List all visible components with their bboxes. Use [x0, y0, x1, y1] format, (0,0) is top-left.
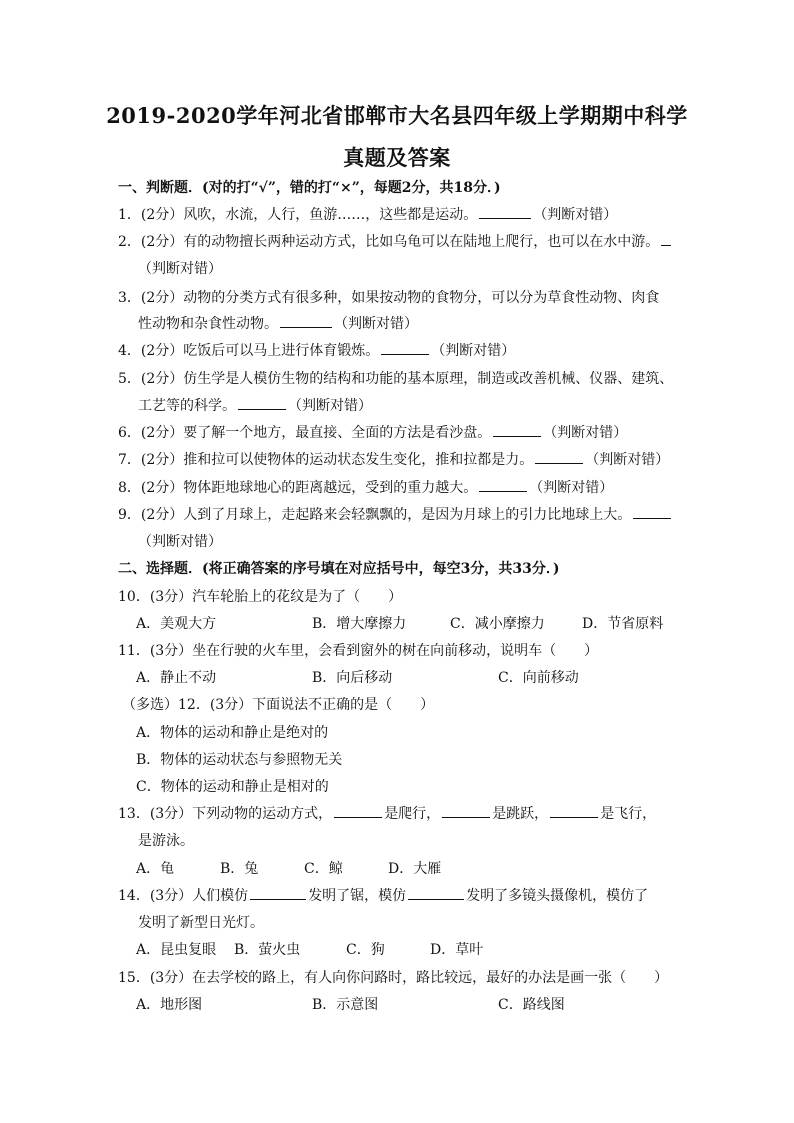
- question-14-options: [136, 940, 483, 960]
- question-11: 11．(3分）坐在行驶的火车里，会看到窗外的树在向前移动，说明车（ ）: [118, 643, 599, 659]
- q2-text: 2．(2分）有的动物擅长两种运动方式，比如乌龟可以在陆地上爬行，也可以在水中游。: [118, 234, 660, 250]
- question-14-cont: 发明了新型日光灯。: [138, 915, 264, 931]
- q14-part1: 14．(3分）人们模仿: [118, 888, 249, 904]
- q13-blank-1[interactable]: [334, 804, 382, 818]
- q15-option-a[interactable]: A．地形图: [136, 997, 203, 1013]
- q15-option-b[interactable]: B．示意图: [312, 997, 379, 1013]
- q14-option-c[interactable]: C．狗: [346, 942, 385, 958]
- q13-part3: 是跳跃，: [492, 806, 549, 822]
- q12-option-b[interactable]: B．物体的运动状态与参照物无关: [136, 752, 343, 768]
- q1-tail: （判断对错）: [533, 207, 618, 223]
- q1-text: 1．(2分）风吹，水流，人行，鱼游……，这些都是运动。: [118, 207, 478, 223]
- question-4: [118, 341, 515, 361]
- q13-option-b[interactable]: B．兔: [220, 861, 259, 877]
- question-2: [118, 232, 673, 252]
- question-12: （多选）12．(3分）下面说法不正确的是（ ）: [122, 697, 435, 713]
- question-5-cont: [138, 396, 372, 416]
- q1-blank[interactable]: [479, 205, 531, 219]
- q13-part4: 是飞行，: [600, 806, 657, 822]
- q8-tail: （判断对错）: [529, 480, 614, 496]
- q6-tail: （判断对错）: [543, 425, 628, 441]
- q5-cont: 工艺等的科学。: [138, 398, 236, 414]
- q14-part3: 发明了多镜头摄像机，模仿了: [466, 888, 649, 904]
- question-11-options: [136, 668, 579, 688]
- section1-heading: 一、判断题．(对的打“√”，错的打“×”，每题2分，共18分．): [118, 180, 501, 196]
- question-15-options: [136, 995, 565, 1015]
- question-1: [118, 205, 617, 225]
- question-10: 10．(3分）汽车轮胎上的花纹是为了（ ）: [118, 589, 403, 605]
- q4-text: 4．(2分）吃饭后可以马上进行体育锻炼。: [118, 343, 380, 359]
- q6-blank[interactable]: [493, 423, 541, 437]
- q13-option-d[interactable]: D．大雁: [388, 861, 442, 877]
- q14-blank-2[interactable]: [408, 886, 464, 900]
- q13-blank-3[interactable]: [550, 804, 598, 818]
- question-5: 5．(2分）仿生学是人模仿生物的结构和功能的基本原理，制造或改善机械、仪器、建筑、: [118, 371, 674, 387]
- question-2-cont: [138, 259, 222, 279]
- q11-option-a[interactable]: A．静止不动: [136, 670, 217, 686]
- q14-part2: 发明了锯，模仿: [308, 888, 407, 904]
- q13-part1: 13．(3分）下列动物的运动方式，: [118, 806, 333, 822]
- q9-blank[interactable]: [633, 505, 671, 519]
- q8-blank[interactable]: [479, 478, 527, 492]
- question-9-cont: [138, 532, 222, 552]
- question-14: [118, 886, 648, 906]
- q11-option-b[interactable]: B．向后移动: [312, 670, 393, 686]
- question-13-options: [136, 859, 441, 879]
- question-10-options: [136, 614, 663, 634]
- q10-option-b[interactable]: B．增大摩擦力: [312, 616, 407, 632]
- q2-blank[interactable]: [661, 232, 671, 246]
- q15-option-c[interactable]: C．路线图: [498, 997, 565, 1013]
- question-13: [118, 804, 656, 824]
- q9-text: 9．(2分）人到了月球上，走起路来会轻飘飘的，是因为月球上的引力比地球上大。: [118, 507, 632, 523]
- q13-option-c[interactable]: C．鲸: [304, 861, 343, 877]
- q10-option-a[interactable]: A．美观大方: [136, 616, 217, 632]
- q5-blank[interactable]: [238, 396, 286, 410]
- q14-option-a[interactable]: A．昆虫复眼: [136, 942, 217, 958]
- q10-option-c[interactable]: C．减小摩擦力: [450, 616, 545, 632]
- question-8: [118, 478, 613, 498]
- q13-option-a[interactable]: A．龟: [136, 861, 175, 877]
- q3-blank[interactable]: [280, 314, 332, 328]
- q4-tail: （判断对错）: [431, 343, 516, 359]
- question-7: [118, 450, 669, 470]
- q4-blank[interactable]: [381, 341, 429, 355]
- q3-cont: 性动物和杂食性动物。: [138, 316, 278, 332]
- q7-text: 7．(2分）推和拉可以使物体的运动状态发生变化，推和拉都是力。: [118, 452, 534, 468]
- q10-option-d[interactable]: D．节省原料: [582, 616, 664, 632]
- q7-blank[interactable]: [535, 450, 583, 464]
- q11-option-c[interactable]: C．向前移动: [498, 670, 579, 686]
- question-9: [118, 505, 673, 525]
- q14-option-d[interactable]: D．草叶: [430, 942, 484, 958]
- q6-text: 6．(2分）要了解一个地方，最直接、全面的方法是看沙盘。: [118, 425, 492, 441]
- q14-option-b[interactable]: B．萤火虫: [234, 942, 301, 958]
- q12-option-a[interactable]: A．物体的运动和静止是绝对的: [136, 725, 329, 741]
- question-6: [118, 423, 627, 443]
- q13-blank-2[interactable]: [442, 804, 490, 818]
- question-13-cont: 是游泳。: [138, 833, 194, 849]
- section2-heading: 二、选择题．(将正确答案的序号填在对应括号中，每空3分，共33分．): [118, 561, 560, 577]
- question-15: 15．(3分）在去学校的路上，有人向你问路时，路比较远，最好的办法是画一张（ ）: [118, 970, 669, 986]
- question-3: 3．(2分）动物的分类方式有很多种，如果按动物的食物分，可以分为草食性动物、肉食: [118, 290, 660, 306]
- doc-title-line2: 真题及答案: [343, 145, 451, 170]
- q9-tail: （判断对错）: [138, 534, 222, 550]
- q3-tail: （判断对错）: [334, 316, 418, 332]
- q12-option-c[interactable]: C．物体的运动和静止是相对的: [136, 779, 329, 795]
- doc-title-line1: 2019-2020学年河北省邯郸市大名县四年级上学期期中科学: [106, 103, 688, 128]
- q7-tail: （判断对错）: [585, 452, 670, 468]
- q5-tail: （判断对错）: [288, 398, 372, 414]
- q14-blank-1[interactable]: [250, 886, 306, 900]
- q8-text: 8．(2分）物体距地球地心的距离越远，受到的重力越大。: [118, 480, 478, 496]
- q13-part2: 是爬行，: [384, 806, 441, 822]
- question-3-cont: [138, 314, 418, 334]
- q2-tail: （判断对错）: [138, 261, 222, 277]
